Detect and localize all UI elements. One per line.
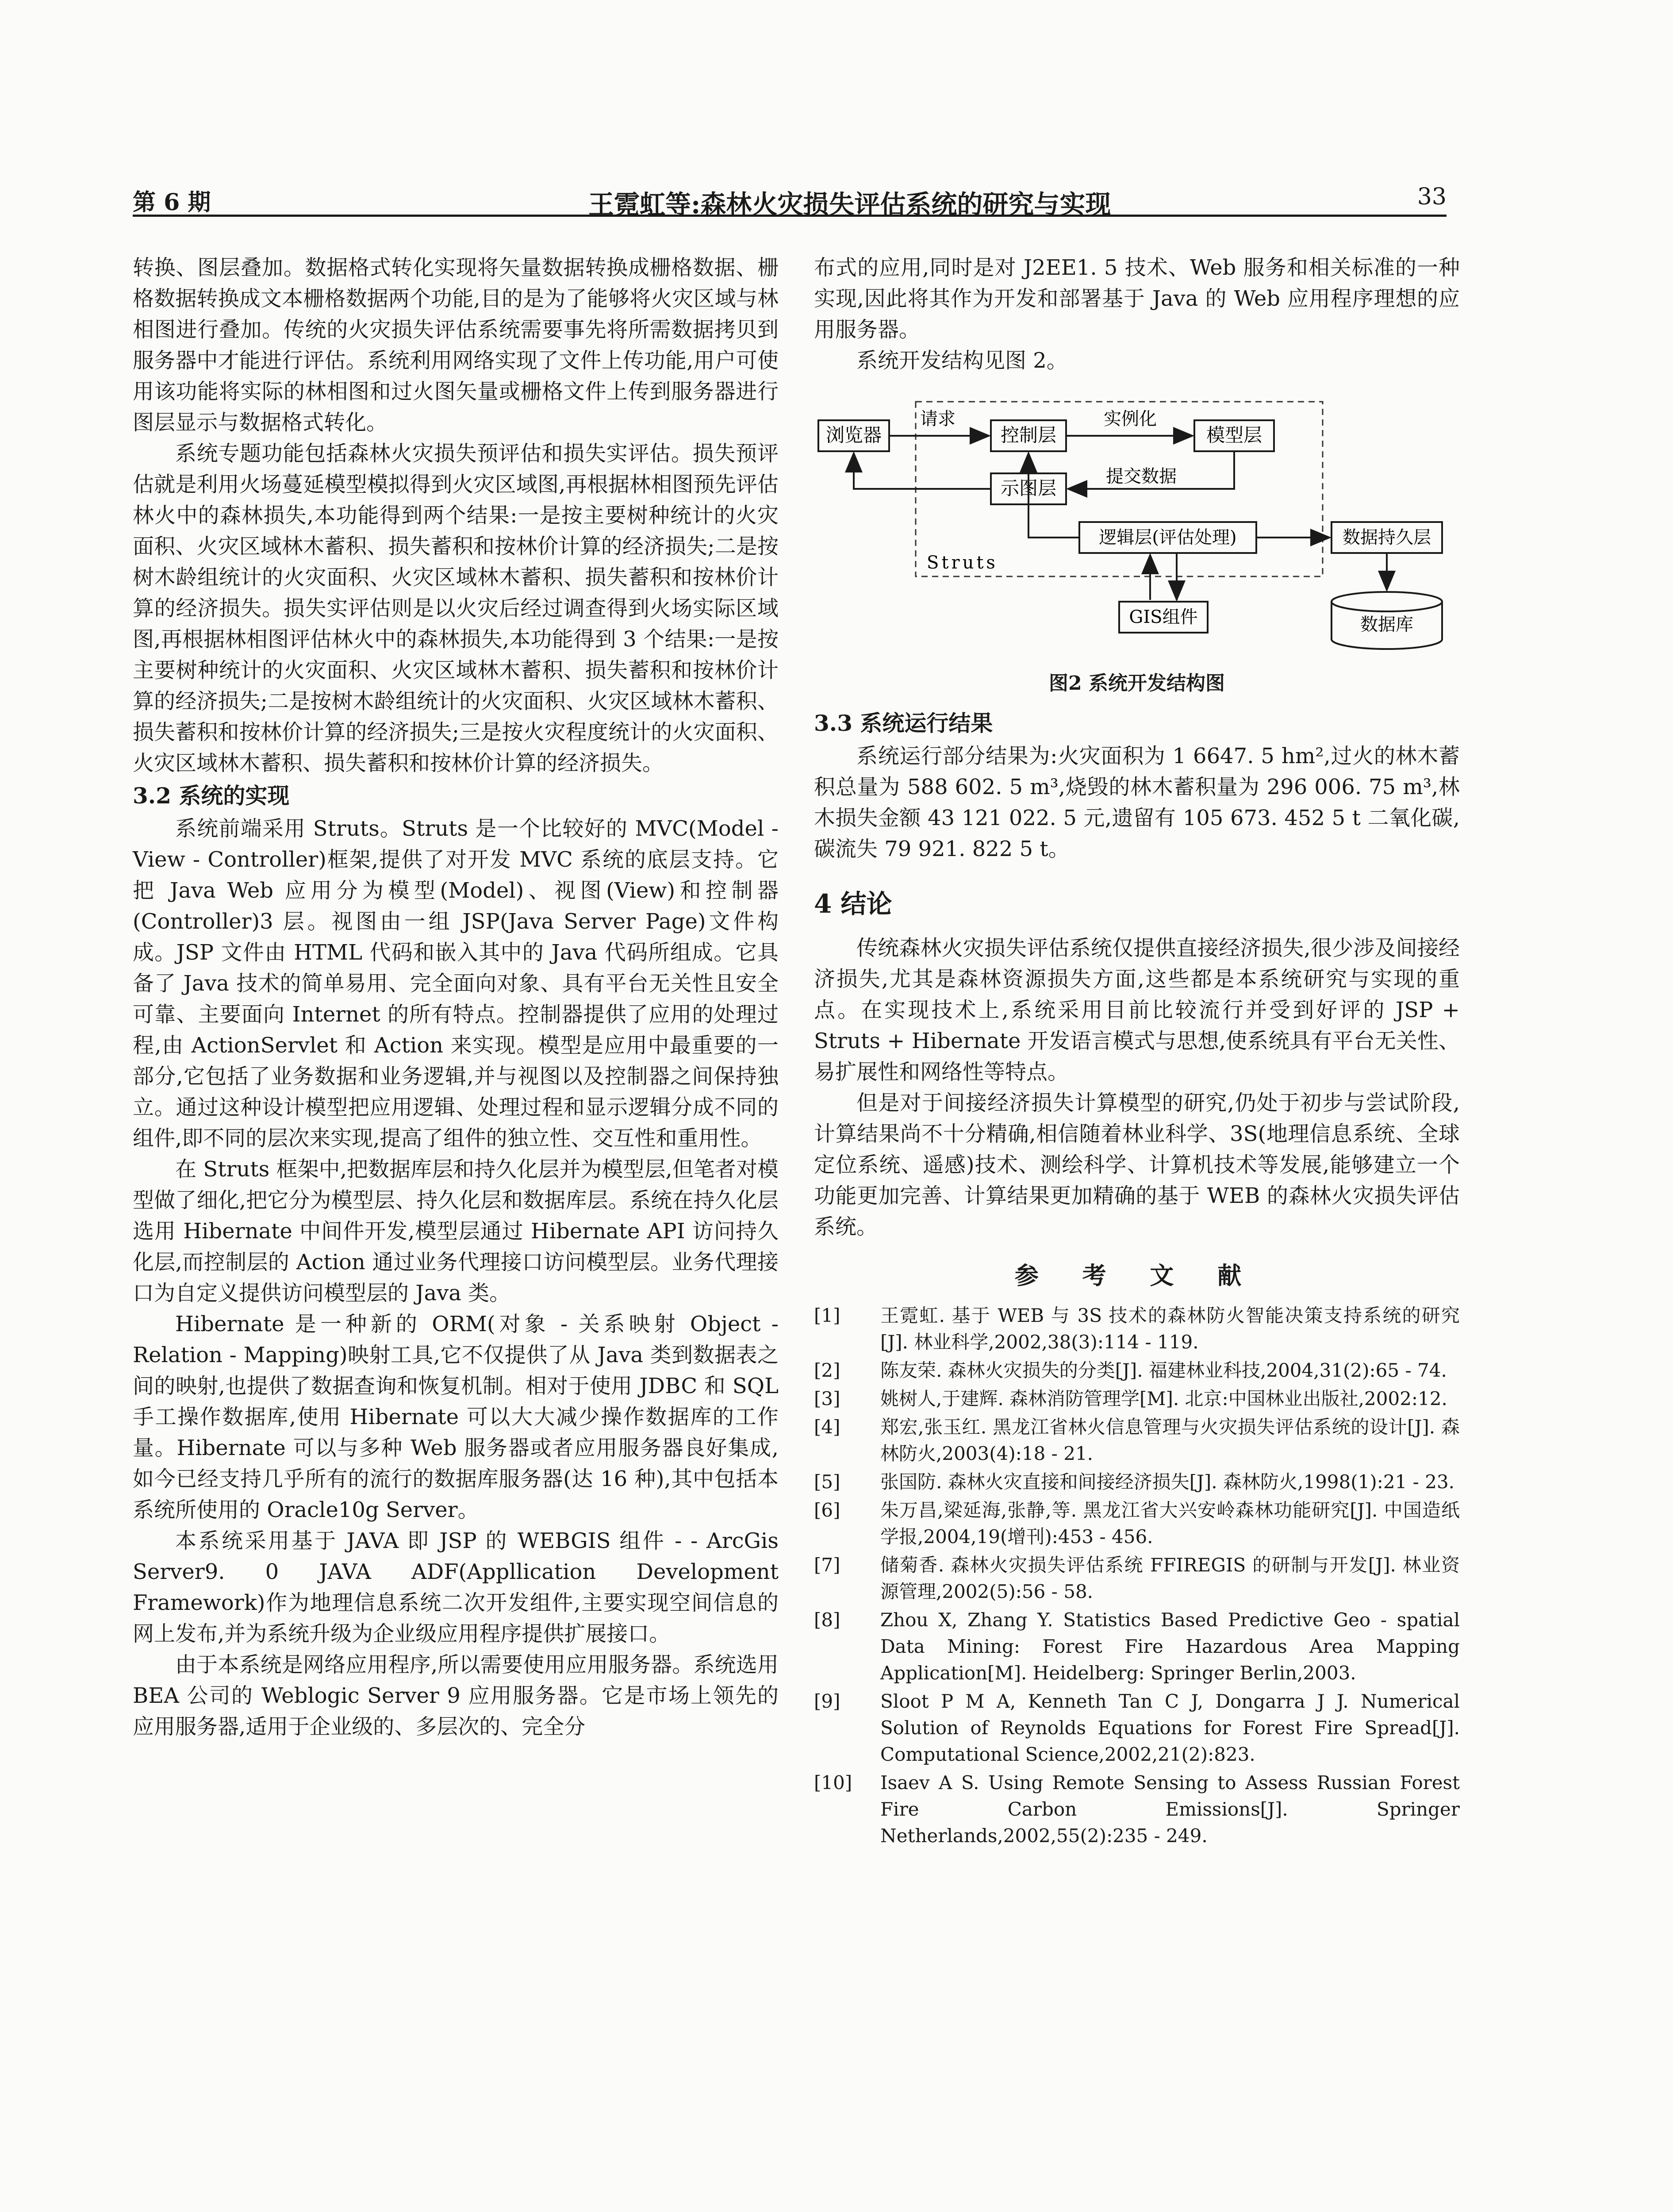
reference-item: [5] 张国防. 森林火灾直接和间接经济损失[J]. 森林防火,1998(1):21 - 23. (814, 1471, 1455, 1493)
reference-item: [8] Zhou X, Zhang Y. Statistics Based Predictive Geo - spatial Data Mining: Forest Fire Hazardous Area Mapping Application[M]. Heidelberg: Springer Berlin,2003. (814, 1609, 1460, 1684)
left-column (133, 252, 779, 1742)
reference-list (814, 1302, 1460, 1849)
database-top (1331, 592, 1442, 611)
reference-item: [2] 陈友荣. 森林火灾损失的分类[J]. 福建林业科技,2004,31(2):65 - 74. (814, 1359, 1447, 1381)
reference-item: [9] Sloot P M A, Kenneth Tan C J, Dongarra J J. Numerical Solution of Reynolds Equations for Forest Fire Spread[J]. Computational Science,2002,21(2):823. (814, 1690, 1460, 1765)
browser-label: 浏览器 (825, 424, 882, 446)
right-column (814, 252, 1460, 1851)
gis-label: GIS组件 (1129, 607, 1198, 627)
references-title: 参 考 文 献 (1014, 1261, 1259, 1290)
paragraph: 系统运行部分结果为:火灾面积为 1 6647. 5 hm²,过火的林木蓄积总量为 588 602. 5 m³,烧毁的林木蓄积量为 296 006. 75 m³,林木损失金额 43 121 022. 5 元,遗留有 105 673. 452 5 t 二氧化碳,碳流失 79 921. 822 5 t。 (814, 744, 1460, 861)
section-heading-4: 4 结论 (814, 889, 892, 919)
paragraph: 由于本系统是网络应用程序,所以需要使用应用服务器。系统选用 BEA 公司的 Weblogic Server 9 应用服务器。它是市场上领先的应用服务器,适用于企业级的、多层次的、完全分 (133, 1652, 779, 1739)
logic-label: 逻辑层(评估处理) (1099, 527, 1237, 548)
submit-label: 提交数据 (1106, 466, 1177, 487)
paragraph: Hibernate 是一种新的 ORM(对象 - 关系映射 Object - Relation - Mapping)映射工具,它不仅提供了从 Java 类到数据表之间的映射,也提供了数据查询和恢复机制。相对于使用 JDBC 和 SQL 手工操作数据库,使用 Hibernate 可以大大减少操作数据库的工作量。Hibernate 可以与多种 Web 服务器或者应用服务器良好集成,如今已经支持几乎所有的流行的数据库服务器(达 16 种),其中包括本系统所使用的 Oracle10g Server。 (133, 1312, 779, 1522)
reference-item: [7] 储菊香. 森林火灾损失评估系统 FFIREGIS 的研制与开发[J]. 林业资源管理,2002(5):56 - 58. (814, 1554, 1460, 1602)
page-number: 33 (1417, 184, 1447, 210)
running-header (133, 179, 1447, 217)
model-label: 模型层 (1206, 424, 1262, 446)
struts-label: Struts (927, 553, 998, 573)
view-label: 示图层 (1000, 477, 1057, 499)
reference-item: [6] 朱万昌,梁延海,张静,等. 黑龙江省大兴安岭森林功能研究[J]. 中国造纸学报,2004,19(增刊):453 - 456. (814, 1499, 1460, 1548)
request-label: 请求 (920, 409, 955, 429)
instantiate-label: 实例化 (1104, 409, 1157, 429)
paragraph: 布式的应用,同时是对 J2EE1. 5 技术、Web 服务和相关标准的一种实现,因此将其作为开发和部署基于 Java 的 Web 应用程序理想的应用服务器。 (814, 255, 1460, 342)
persist-label: 数据持久层 (1343, 527, 1431, 548)
paragraph: 系统开发结构见图 2。 (856, 348, 1068, 373)
paragraph: 本系统采用基于 JAVA 即 JSP 的 WEBGIS 组件 - - ArcGis Server9. 0 JAVA ADF(Appllication Development Framework)作为地理信息系统二次开发组件,主要实现空间信息的网上发布,并为系统升级为企业级应用程序提供扩展接口。 (133, 1528, 779, 1646)
section-heading-3-2: 3.2 系统的实现 (133, 783, 290, 809)
issue-number: 第 6 期 (133, 189, 211, 216)
figure-caption: 图2 系统开发结构图 (1049, 672, 1225, 695)
paragraph: 但是对于间接经济损失计算模型的研究,仍处于初步与尝试阶段,计算结果尚不十分精确,相信随着林业科学、3S(地理信息系统、全球定位系统、遥感)技术、测绘科学、计算机技术等发展,能够建立一个功能更加完善、计算结果更加精确的基于 WEB 的森林火灾损失评估系统。 (814, 1091, 1460, 1239)
view-to-browser-arrow (854, 453, 991, 489)
reference-item: [3] 姚树人,于建辉. 森林消防管理学[M]. 北京:中国林业出版社,2002:12. (814, 1388, 1447, 1409)
reference-item: [10] Isaev A S. Using Remote Sensing to Assess Russian Forest Fire Carbon Emissions[J]. Springer Netherlands,2002,55(2):235 - 249. (814, 1772, 1460, 1847)
architecture-diagram (814, 394, 1460, 664)
running-title: 王霓虹等:森林火灾损失评估系统的研究与实现 (588, 189, 1111, 219)
paragraph: 系统专题功能包括森林火灾损失预评估和损失实评估。损失预评估就是利用火场蔓延模型模拟得到火灾区域图,再根据林相图预先评估林火中的森林损失,本功能得到两个结果:一是按主要树种统计的火灾面积、火灾区域林木蓄积、损失蓄积和按林价计算的经济损失;二是按树木龄组统计的火灾面积、火灾区域林木蓄积、损失蓄积和按林价计算的经济损失。损失实评估则是以火灾后经过调查得到火场实际区域图,再根据林相图评估林火中的森林损失,本功能得到 3 个结果:一是按主要树种统计的火灾面积、火灾区域林木蓄积、损失蓄积和按林价计算的经济损失;二是按树木龄组统计的火灾面积、火灾区域林木蓄积、损失蓄积和按林价计算的经济损失;三是按火灾程度统计的火灾面积、火灾区域林木蓄积、损失蓄积和按林价计算的经济损失。 (133, 441, 779, 776)
paragraph: 传统森林火灾损失评估系统仅提供直接经济损失,很少涉及间接经济损失,尤其是森林资源损失方面,这些都是本系统研究与实现的重点。在实现技术上,系统采用目前比较流行并受到好评的 JSP + Struts + Hibernate 开发语言模式与思想,使系统具有平台无关性、易扩展性和网络性等特点。 (814, 936, 1460, 1084)
reference-item: [4] 郑宏,张玉红. 黑龙江省林火信息管理与火灾损失评估系统的设计[J]. 森林防火,2003(4):18 - 21. (814, 1416, 1460, 1464)
paragraph: 系统前端采用 Struts。Struts 是一个比较好的 MVC(Model - View - Controller)框架,提供了对开发 MVC 系统的底层支持。它把 Java Web 应用分为模型(Model)、视图(View)和控制器(Controller)3 层。视图由一组 JSP(Java Server Page)文件构成。JSP 文件由 HTML 代码和嵌入其中的 Java 代码所组成。它具备了 Java 技术的简单易用、完全面向对象、具有平台无关性且安全可靠、主要面向 Internet 的所有特点。控制器提供了应用的处理过程,由 ActionServlet 和 Action 来实现。模型是应用中最重要的一部分,它包括了业务数据和业务逻辑,并与视图以及控制器之间保持独立。通过这种设计模型把应用逻辑、处理过程和显示逻辑分成不同的组件,即不同的层次来实现,提高了组件的独立性、交互性和重用性。 (133, 816, 779, 1151)
architecture-figure (814, 394, 1460, 664)
database-label: 数据库 (1360, 614, 1413, 635)
paragraph: 转换、图层叠加。数据格式转化实现将矢量数据转换成栅格数据、栅格数据转换成文本栅格数据两个功能,目的是为了能够将火灾区域与林相图进行叠加。传统的火灾损失评估系统需要事先将所需数据拷贝到服务器中才能进行评估。系统利用网络实现了文件上传功能,用户可使用该功能将实际的林相图和过火图矢量或栅格文件上传到服务器进行图层显示与数据格式转化。 (133, 255, 779, 435)
section-heading-3-3: 3.3 系统运行结果 (814, 710, 993, 736)
control-label: 控制层 (1000, 424, 1057, 446)
paragraph: 在 Struts 框架中,把数据库层和持久化层并为模型层,但笔者对模型做了细化,把它分为模型层、持久化层和数据库层。系统在持久化层选用 Hibernate 中间件开发,模型层通过 Hibernate API 访问持久化层,而控制层的 Action 通过业务代理接口访问模型层。业务代理接口为自定义提供访问模型层的 Java 类。 (133, 1157, 779, 1306)
reference-item: [1] 王霓虹. 基于 WEB 与 3S 技术的森林防火智能决策支持系统的研究[J]. 林业科学,2002,38(3):114 - 119. (814, 1305, 1460, 1353)
